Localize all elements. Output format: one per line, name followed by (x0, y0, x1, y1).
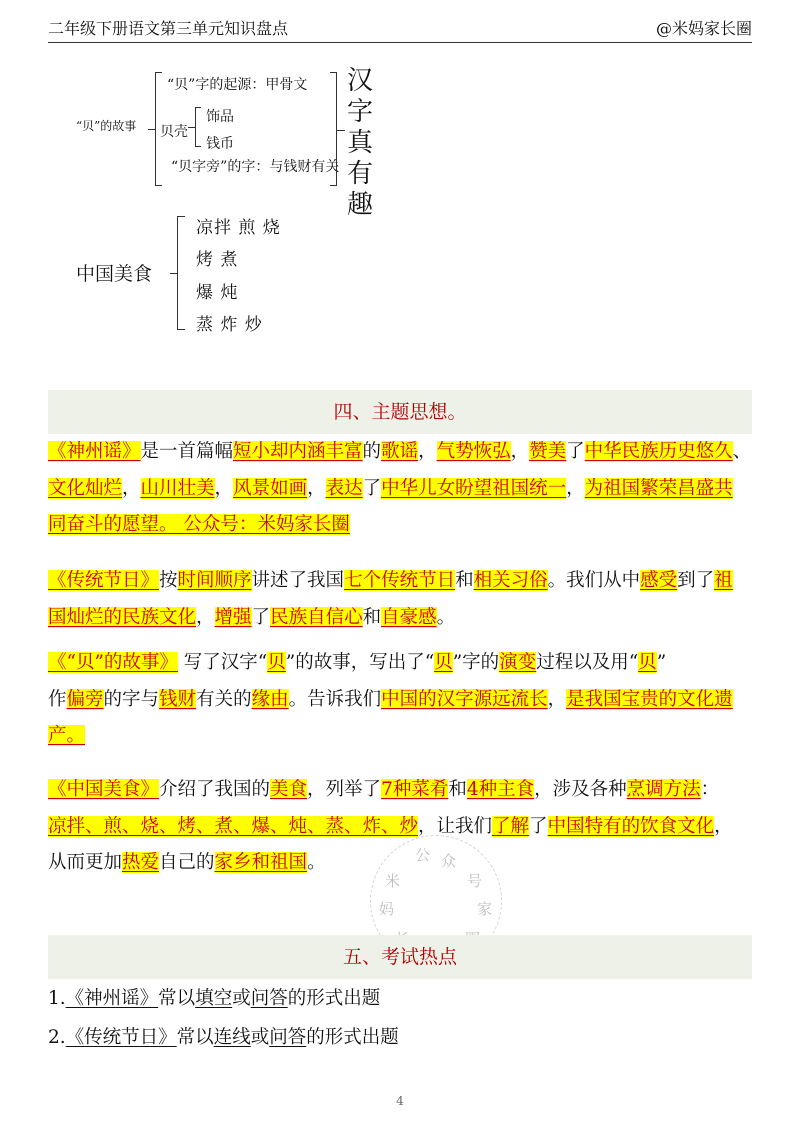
food-tree-brace (177, 216, 185, 330)
plain-text: ， (122, 477, 141, 499)
plain-text: ，让我们 (418, 815, 493, 837)
section-4-title: 四、主题思想。 (333, 401, 467, 423)
bei-tree-close-brace (330, 72, 337, 186)
hl-term: 表达 (325, 477, 363, 499)
exam-hotspot-1 (48, 981, 764, 1018)
bei-tree-radical: “贝字旁”的字：与钱财有关 (171, 159, 340, 175)
watermark-char: 家 (477, 900, 493, 918)
plain-text: 。告诉我们 (288, 688, 382, 710)
plain-text: 。 (436, 606, 456, 628)
plain-text: 自己的 (159, 852, 215, 873)
hl-term: 七个传统节日 (344, 570, 456, 591)
plain-text: ” (656, 652, 667, 673)
hl-term: 热爱 (122, 852, 160, 873)
plain-text: 的字与 (103, 688, 160, 710)
hl-term: 自豪感 (381, 606, 437, 628)
food-item: 凉拌 煎 烧 (196, 218, 281, 238)
hl-term: 气势恢弘 (436, 441, 511, 462)
hl-term: 国灿烂的民族文化 (48, 606, 197, 628)
shell-item-ornament: 饰品 (206, 109, 234, 125)
side-title-char: 汉 (346, 66, 373, 96)
plain-text: 了 (566, 441, 585, 462)
plain-text: 讲述了我国 (251, 570, 345, 591)
hl-term: 缘由 (251, 688, 289, 710)
header-title: 二年级下册语文第三单元知识盘点 (48, 19, 289, 38)
page-header (48, 0, 752, 40)
item-number: 1. (48, 988, 66, 1009)
plain-text: 。 (307, 852, 326, 873)
bei-tree-shell: 贝壳 (160, 124, 188, 140)
hl-term: 相关习俗 (473, 570, 548, 591)
plain-text: 常以 (158, 988, 196, 1009)
plain-text: 和 (362, 606, 382, 628)
item-number: 2. (48, 1027, 66, 1048)
side-title-char: 字 (346, 97, 373, 127)
hl-term: 烹调方法 (626, 779, 701, 800)
plain-text: ， (214, 477, 234, 499)
theme-paragraph-traditional-festivals (48, 563, 764, 636)
plain-text: 写了汉字“ (177, 652, 268, 673)
hl-term: 贝 (434, 652, 453, 673)
theme-paragraph-shenzhouyao (48, 434, 764, 544)
hl-term: 《“贝”的故事》 (48, 652, 178, 673)
plain-text: 是一首篇幅 (140, 441, 234, 462)
hl-term: 偏旁 (66, 688, 104, 710)
bei-tree-origin: “贝”字的起源：甲骨文 (167, 77, 308, 93)
section-5-title: 五、考试热点 (342, 946, 457, 968)
hl-term: 中国特有的饮食文化 (547, 815, 715, 837)
side-title-char: 真 (346, 128, 373, 158)
side-title-char: 趣 (346, 190, 373, 220)
ul-term: 填空 (195, 988, 233, 1009)
plain-text: 按 (159, 570, 178, 591)
plain-text: 介绍了我国的 (159, 779, 271, 800)
plain-text: ”字的 (452, 652, 500, 673)
watermark-char: 众 (441, 852, 457, 870)
plain-text: ， (547, 688, 567, 710)
hl-term: 贝 (638, 652, 657, 673)
plain-text: 作 (48, 688, 67, 710)
shell-item-money: 钱币 (206, 136, 234, 152)
hl-term: 感受 (640, 570, 678, 591)
hl-term: 赞美 (529, 441, 567, 462)
watermark-char: 米 (385, 872, 401, 890)
hl-term: 同奋斗的愿望。 公众号：米妈家长圈 (48, 514, 350, 535)
plain-text: 有关的 (196, 688, 252, 710)
plain-text: 了 (529, 815, 548, 837)
hl-term: 了解 (492, 815, 530, 837)
hl-term: 凉拌、煎、烧、烤、煮、爆、炖、蒸、炸、炒 (48, 815, 419, 837)
shell-brace (195, 107, 201, 147)
plain-text: 或 (250, 1027, 270, 1048)
hl-term: 中国的汉字源远流长 (381, 688, 548, 710)
hl-term: 美食 (270, 779, 308, 800)
hl-term: 歌谣 (381, 441, 419, 462)
theme-paragraph-bei-story (48, 645, 764, 755)
ul-term: 问答 (250, 988, 288, 1009)
plain-text: ，列举了 (307, 779, 382, 800)
hl-term: 风景如画 (233, 477, 308, 499)
header-account: @米妈家长圈 (655, 19, 752, 38)
plain-text: 和 (455, 570, 474, 591)
ul-term: 问答 (269, 1027, 307, 1048)
hl-term: 钱财 (159, 688, 197, 710)
plain-text: 到了 (677, 570, 715, 591)
hl-term: 时间顺序 (177, 570, 252, 591)
plain-text: ”的故事，写出了“ (285, 652, 435, 673)
hl-term: 中华民族历史悠久 (584, 441, 733, 462)
plain-text: 的 (362, 441, 382, 462)
watermark-char: 公 (415, 846, 431, 864)
hl-term: 《神州谣》 (48, 441, 141, 462)
hl-term: 文化灿烂 (48, 477, 123, 499)
plain-text: 、 (732, 441, 752, 462)
hl-term: 4种主食 (466, 779, 535, 800)
food-item: 爆 炖 (196, 283, 239, 303)
hl-term: 《传统节日》 (48, 570, 160, 591)
food-item: 蒸 炸 炒 (196, 315, 263, 335)
plain-text: ， (714, 815, 733, 837)
hl-term: 山川壮美 (140, 477, 215, 499)
hl-term: 产。 (48, 725, 86, 746)
plain-text: 常以 (176, 1027, 214, 1048)
plain-text: 和 (448, 779, 467, 800)
plain-text: 过程以及用“ (536, 652, 639, 673)
hl-term: 短小却内涵丰富 (233, 441, 363, 462)
hl-term: 家乡和祖国 (214, 852, 308, 873)
hl-term: 《中国美食》 (48, 779, 160, 800)
hl-term: 7种菜肴 (381, 779, 449, 800)
plain-text: ，涉及各种 (534, 779, 627, 800)
plain-text: 了 (362, 477, 382, 499)
plain-text: ， (307, 477, 326, 499)
plain-text: ， (196, 606, 215, 628)
section-4-banner (48, 390, 752, 434)
watermark-char: 号 (467, 872, 483, 890)
hl-term: 中华儿女盼望祖国统一 (381, 477, 567, 499)
ul-term: 《传统节日》 (65, 1027, 177, 1048)
page-number: 4 (396, 1094, 404, 1108)
ul-term: 《神州谣》 (65, 988, 159, 1009)
plain-text: ， (510, 441, 530, 462)
plain-text: 。我们从中 (547, 570, 641, 591)
side-title-char: 有 (346, 159, 373, 189)
bei-tree-root: “贝”的故事 (76, 119, 137, 133)
header-rule (48, 42, 752, 43)
hl-term: 演变 (499, 652, 537, 673)
hl-term: 为祖国繁荣昌盛共 (584, 477, 733, 499)
side-title (340, 66, 380, 221)
plain-text: ， (566, 477, 585, 499)
hl-term: 贝 (267, 652, 286, 673)
hl-term: 民族自信心 (270, 606, 363, 628)
food-item: 烤 煮 (196, 250, 239, 270)
watermark-char: 妈 (379, 900, 395, 918)
plain-text: ： (700, 779, 720, 800)
plain-text: 的形式出题 (306, 1027, 399, 1048)
plain-text: 或 (232, 988, 251, 1009)
ul-term: 连线 (213, 1027, 251, 1048)
exam-hotspot-2 (48, 1020, 764, 1057)
hl-term: 祖 (714, 570, 733, 591)
plain-text: ， (418, 441, 437, 462)
plain-text: 了 (251, 606, 271, 628)
plain-text: 的形式出题 (287, 988, 381, 1009)
hl-term: 增强 (214, 606, 252, 628)
food-tree-root: 中国美食 (76, 263, 153, 285)
plain-text: 从而更加 (48, 852, 123, 873)
hl-term: 是我国宝贵的文化遗 (566, 688, 733, 710)
section-5-banner (48, 935, 752, 979)
